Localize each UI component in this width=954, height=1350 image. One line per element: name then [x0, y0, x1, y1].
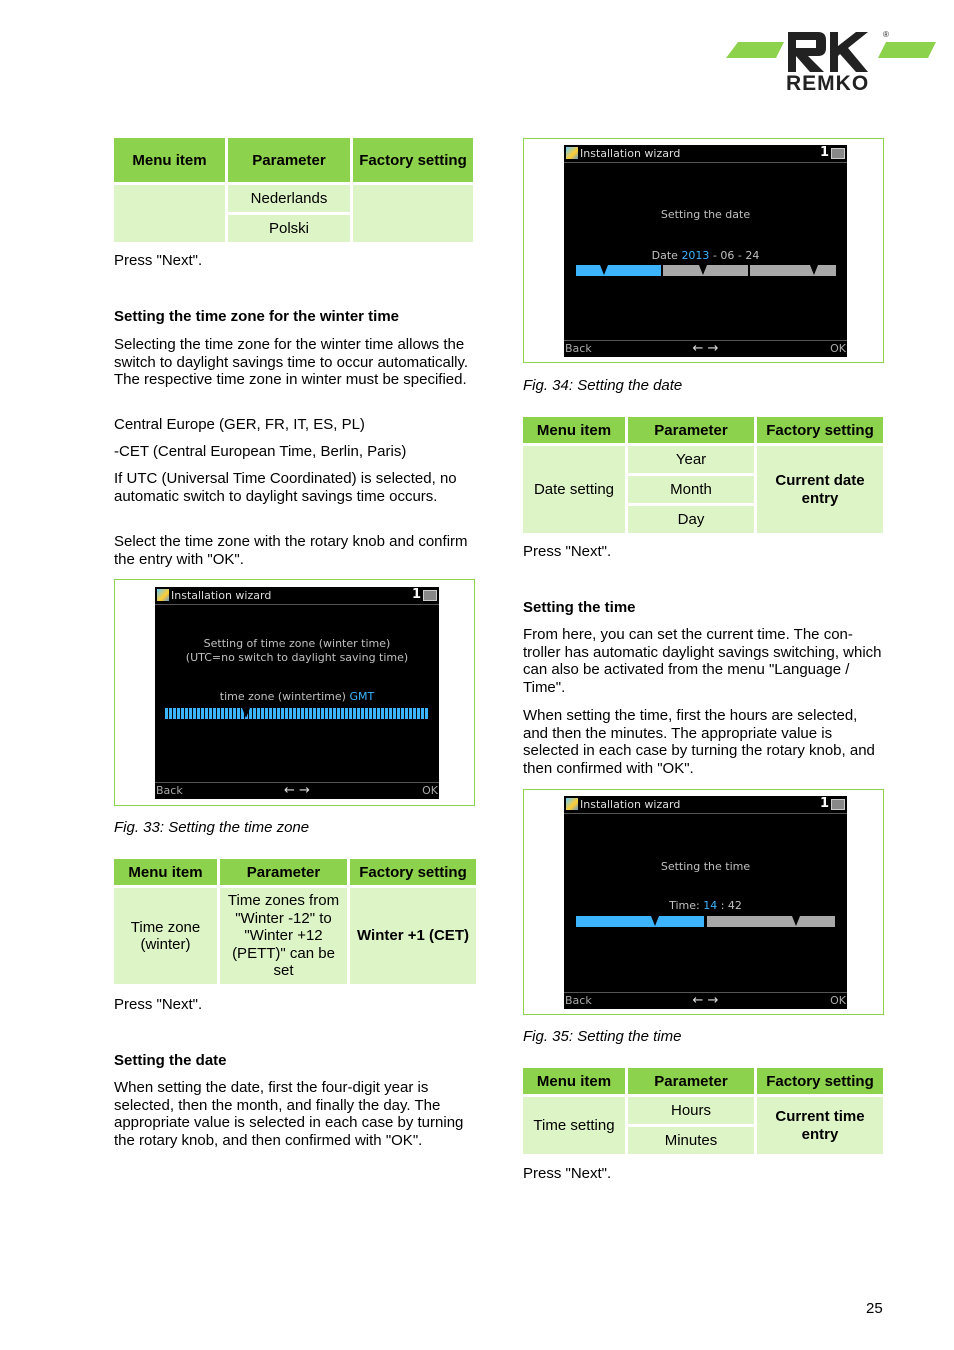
header-parameter: Parameter — [628, 1068, 754, 1094]
press-next-text: Press "Next". — [114, 996, 203, 1013]
press-next-text: Press "Next". — [523, 1165, 612, 1182]
svg-text:®: ® — [883, 30, 889, 39]
factory-cell: Current date entry — [757, 446, 883, 533]
back-button[interactable]: Back — [565, 994, 592, 1007]
paragraph: Selecting the time zone for the winter time allows the switch to daylight savings time to occur automatically. The respective time zone in winter must be specified. — [114, 336, 469, 388]
back-button[interactable]: Back — [156, 784, 183, 797]
screen-message: Setting the time — [660, 860, 751, 873]
factory-cell: Current time entry — [757, 1097, 883, 1154]
section-heading-timezone: Setting the time zone for the winter time — [114, 308, 400, 325]
screen-footer — [564, 992, 847, 1009]
screen-title: Installation wizard — [580, 798, 681, 811]
year-slider[interactable] — [576, 265, 661, 276]
parameter-cell: Month — [628, 476, 754, 503]
value-highlight: 14 — [703, 899, 718, 912]
slider-marker — [600, 265, 608, 275]
date-value — [564, 249, 847, 262]
figure-caption: Fig. 34: Setting the date — [523, 377, 683, 394]
header-menu-item: Menu item — [523, 1068, 625, 1094]
paragraph: When setting the date, first the four-digit year is selected, then the month, and finally the day. The appropriate value is selected in each case by turning the rotary knob, and then confirmed with "OK". — [114, 1079, 464, 1149]
screen-message: Setting of time zone (winter time) — [203, 637, 391, 650]
slider-marker — [792, 916, 800, 926]
header-parameter: Parameter — [628, 417, 754, 443]
header-parameter: Parameter — [220, 859, 347, 885]
figure-time — [523, 789, 884, 1015]
day-slider[interactable] — [750, 265, 836, 276]
time-value — [564, 899, 847, 912]
menu-item-cell: Time setting — [523, 1097, 625, 1154]
hours-slider[interactable] — [576, 916, 704, 927]
timezone-value — [155, 690, 439, 703]
remko-logo — [726, 28, 936, 94]
arrow-icons: ← → — [284, 783, 310, 798]
value-highlight: 2013 — [681, 249, 710, 262]
paragraph: -CET (Central European Time, Berlin, Paris) — [114, 443, 407, 460]
value-label: Date — [651, 249, 682, 262]
ok-button[interactable]: OK — [830, 994, 846, 1007]
page-indicator: 1 — [411, 587, 421, 602]
screen-title: Installation wizard — [580, 147, 681, 160]
minutes-slider[interactable] — [707, 916, 835, 927]
factory-cell — [353, 185, 473, 242]
figure-timezone — [114, 579, 475, 806]
parameter-cell: Minutes — [628, 1127, 754, 1154]
figure-caption: Fig. 33: Setting the time zone — [114, 819, 310, 836]
slider-marker — [810, 265, 818, 275]
header-menu-item: Menu item — [523, 417, 625, 443]
timezone-slider[interactable] — [165, 708, 429, 719]
logo-text: REMKO — [786, 72, 870, 95]
section-heading-time: Setting the time — [523, 599, 636, 616]
value-highlight: GMT — [349, 690, 375, 703]
menu-item-cell: Date setting — [523, 446, 625, 533]
figure-caption: Fig. 35: Setting the time — [523, 1028, 682, 1045]
controller-screen — [564, 796, 847, 1009]
screen-header — [155, 587, 439, 605]
parameter-cell: Year — [628, 446, 754, 473]
date-table — [520, 414, 886, 536]
press-next-text: Press "Next". — [114, 252, 203, 269]
language-table — [111, 135, 476, 245]
header-parameter: Parameter — [228, 138, 350, 182]
timezone-table — [111, 856, 479, 987]
wizard-icon — [566, 147, 578, 159]
header-menu-item: Menu item — [114, 859, 217, 885]
value-label: time zone (wintertime) — [219, 690, 350, 703]
card-icon — [423, 590, 437, 601]
paragraph: From here, you can set the current time. The controller has automatic daylight savings switching, which can also be activated from the menu "Language / Time". — [523, 626, 882, 696]
paragraph: Select the time zone with the rotary knob and confirm the entry with "OK". — [114, 533, 468, 568]
header-factory-setting: Factory setting — [757, 1068, 883, 1094]
ok-button[interactable]: OK — [422, 784, 438, 797]
wizard-icon — [566, 798, 578, 810]
screen-footer — [564, 340, 847, 357]
paragraph: Central Europe (GER, FR, IT, ES, PL) — [114, 416, 365, 433]
parameter-cell: Nederlands — [228, 185, 350, 212]
value-rest: - 06 - 24 — [709, 249, 760, 262]
figure-date — [523, 138, 884, 363]
card-icon — [831, 799, 845, 810]
header-factory-setting: Factory setting — [757, 417, 883, 443]
screen-header — [564, 145, 847, 163]
parameter-cell: Hours — [628, 1097, 754, 1124]
header-factory-setting: Factory setting — [353, 138, 473, 182]
screen-footer — [155, 782, 439, 799]
slider-marker — [242, 708, 250, 718]
screen-message: (UTC=no switch to daylight saving time) — [185, 651, 409, 664]
ok-button[interactable]: OK — [830, 342, 846, 355]
screen-title: Installation wizard — [171, 589, 272, 602]
value-label: Time: — [669, 899, 704, 912]
factory-cell: Winter +1 (CET) — [350, 888, 476, 984]
controller-screen — [155, 587, 439, 799]
paragraph: When setting the time, first the hours are selected, and then the minutes. The appropriate value is selected in each case by turning the rotary knob, and then confirmed with "OK". — [523, 707, 875, 777]
wizard-icon — [157, 589, 169, 601]
page-number: 25 — [866, 1300, 883, 1317]
screen-header — [564, 796, 847, 814]
parameter-cell: Polski — [228, 215, 350, 242]
slider-marker — [699, 265, 707, 275]
card-icon — [831, 148, 845, 159]
menu-item-cell: Time zone (winter) — [114, 888, 217, 984]
page-indicator: 1 — [819, 145, 829, 160]
arrow-icons: ← → — [692, 341, 719, 356]
screen-message: Setting the date — [660, 208, 751, 221]
header-factory-setting: Factory setting — [350, 859, 476, 885]
section-heading-date: Setting the date — [114, 1052, 227, 1069]
back-button[interactable]: Back — [565, 342, 592, 355]
parameter-cell: Day — [628, 506, 754, 533]
slider-marker — [651, 916, 659, 926]
page-indicator: 1 — [819, 796, 829, 811]
paragraph: If UTC (Universal Time Coordinated) is selected, no automatic switch to daylight savings time occurs. — [114, 470, 457, 505]
menu-item-cell — [114, 185, 225, 242]
arrow-icons: ← → — [692, 993, 719, 1008]
controller-screen — [564, 145, 847, 357]
time-table — [520, 1065, 886, 1157]
header-menu-item: Menu item — [114, 138, 225, 182]
press-next-text: Press "Next". — [523, 543, 612, 560]
parameter-cell: Time zones from "Winter -12" to "Winter +12 (PETT)" can be set — [220, 888, 347, 984]
value-rest: : 42 — [717, 899, 742, 912]
